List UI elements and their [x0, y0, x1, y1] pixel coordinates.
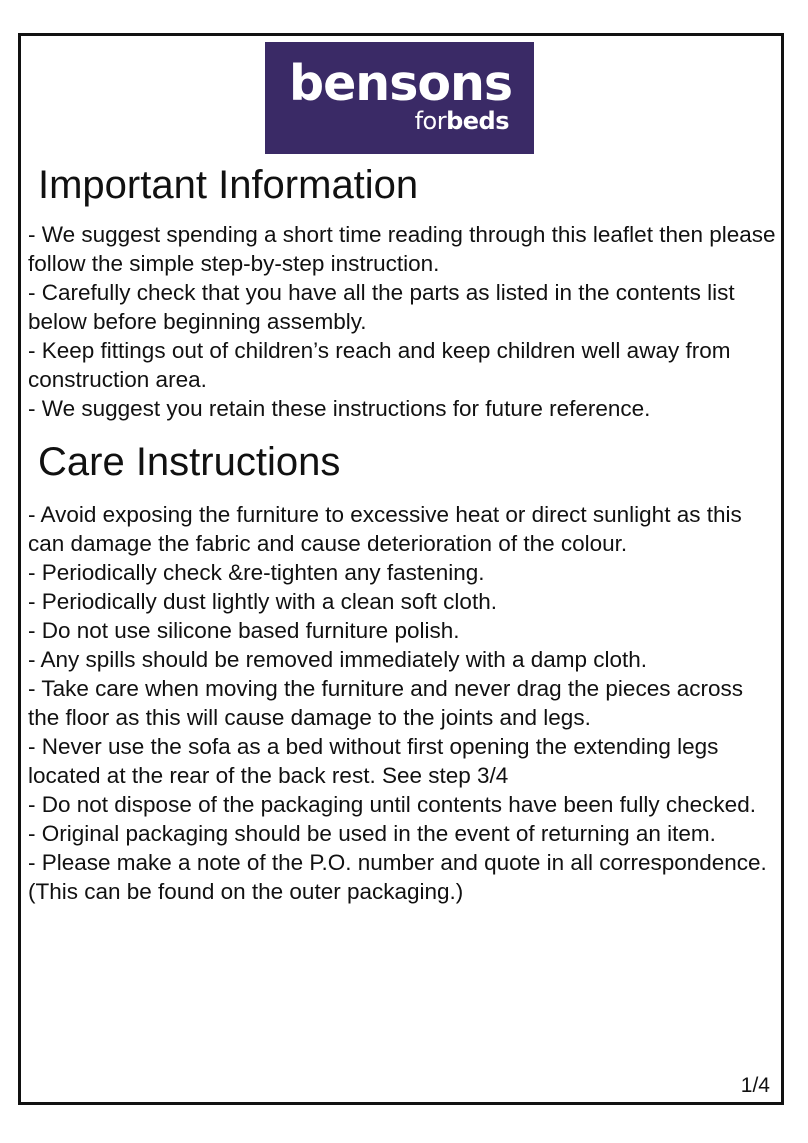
important-information-list [28, 220, 776, 423]
important-item: - Keep fittings out of children’s reach and keep children well away from construction area. [28, 338, 731, 392]
care-item: - Please make a note of the P.O. number and quote in all correspondence.(This can be found on the outer packaging.) [28, 850, 767, 904]
care-item: - Never use the sofa as a bed without first opening the extending legs located at the rear of the back rest. See step 3/4 [28, 734, 719, 788]
care-item: - Periodically check &re-tighten any fastening. [28, 560, 485, 585]
care-item: - Do not dispose of the packaging until contents have been fully checked. [28, 792, 756, 817]
important-item: - Carefully check that you have all the parts as listed in the contents list below before beginning assembly. [28, 280, 735, 334]
care-item: - Any spills should be removed immediately with a damp cloth. [28, 647, 648, 672]
logo-sub-for: for [414, 107, 447, 135]
care-instructions-list [28, 500, 776, 906]
care-item: - Do not use silicone based furniture polish. [28, 618, 460, 643]
important-information-heading: Important Information [38, 163, 419, 207]
care-item: - Take care when moving the furniture and never drag the pieces across the floor as this will cause damage to the joints and legs. [28, 676, 743, 730]
logo-sub-text [415, 109, 509, 133]
logo-brand-text: bensons [289, 55, 513, 112]
important-item: - We suggest you retain these instructions for future reference. [28, 396, 651, 421]
care-item: - Original packaging should be used in the event of returning an item. [28, 821, 716, 846]
care-item: - Avoid exposing the furniture to excessive heat or direct sunlight as this can damage the fabric and cause deterioration of the colour. [28, 502, 742, 556]
care-instructions-heading: Care Instructions [38, 440, 341, 484]
care-item: - Periodically dust lightly with a clean soft cloth. [28, 589, 497, 614]
bensons-logo [265, 42, 534, 154]
logo-sub-beds: beds [446, 107, 509, 135]
important-item: - We suggest spending a short time reading through this leaflet then please follow the simple step-by-step instruction. [28, 222, 776, 276]
page-number: 1/4 [740, 1074, 770, 1097]
